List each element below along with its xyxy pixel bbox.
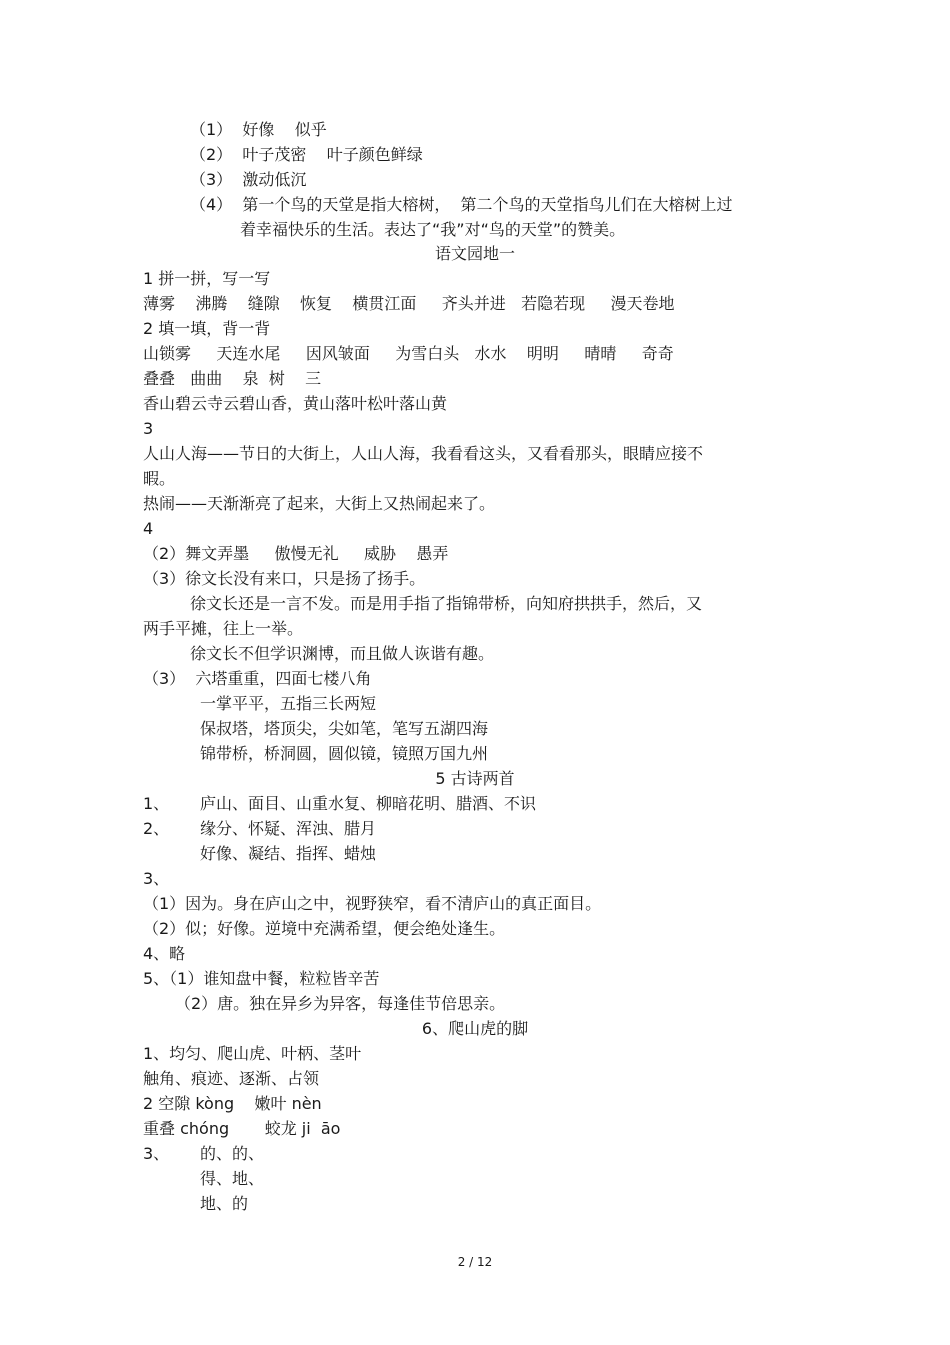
answer-line: （3） 激动低沉 — [190, 170, 307, 189]
answer-line: 徐文长还是一言不发。而是用手指了指锦带桥，向知府拱拱手，然后，又 — [190, 594, 703, 613]
section-heading: 语文园地一 — [434, 244, 515, 263]
answer-number: 3、 — [143, 869, 170, 888]
answer-line: 3 — [143, 419, 154, 438]
answer-line: 香山碧云寺云碧山香，黄山落叶松叶落山黄 — [143, 394, 448, 413]
answer-line: 得、地、 — [200, 1169, 265, 1188]
answer-line: 4 — [143, 519, 154, 538]
answer-line: 5、（1）谁知盘中餐，粒粒皆辛苦 — [143, 969, 380, 988]
answer-line: 1 拼一拼，写一写 — [143, 269, 271, 288]
section-heading: 5 古诗两首 — [435, 769, 515, 788]
answer-line: 好像、凝结、指挥、蜡烛 — [200, 844, 377, 863]
answer-line: （2）似；好像。逆境中充满希望，便会绝处逢生。 — [143, 919, 506, 938]
answer-line: （3）徐文长没有来口，只是扬了扬手。 — [143, 569, 426, 588]
answer-line: 一掌平平，五指三长两短 — [200, 694, 377, 713]
answer-line: 缘分、怀疑、浑浊、腊月 — [200, 819, 377, 838]
answer-line: 2 空隙 kòng 嫩叶 nèn — [143, 1094, 322, 1113]
answer-line: 2 填一填，背一背 — [143, 319, 271, 338]
answer-number: 1、 — [143, 794, 170, 813]
answer-number: 2、 — [143, 819, 170, 838]
answer-line: 庐山、面目、山重水复、柳暗花明、腊酒、不识 — [200, 794, 537, 813]
answer-line: 两手平摊，往上一举。 — [143, 619, 304, 638]
answer-line: 徐文长不但学识渊博，而且做人诙谐有趣。 — [190, 644, 495, 663]
answer-line: 人山人海——节日的大街上，人山人海，我看看这头，又看看那头，眼睛应接不 — [143, 444, 704, 463]
answer-line: 地、的 — [200, 1194, 249, 1213]
section-heading: 6、爬山虎的脚 — [421, 1019, 529, 1038]
answer-line: （2）舞文弄墨 傲慢无礼 威胁 愚弄 — [143, 544, 449, 563]
answer-line: 4、略 — [143, 944, 186, 963]
answer-line: 重叠 chóng 蛟龙 ji āo — [143, 1119, 341, 1138]
answer-line: （1） 好像 似乎 — [190, 120, 327, 139]
answer-line: 锦带桥，桥洞圆，圆似镜，镜照万国九州 — [200, 744, 489, 763]
answer-line: 山锁雾 天连水尾 因风皱面 为雪白头 水水 明明 晴晴 奇奇 — [143, 344, 674, 363]
answer-line: 的、的、 — [200, 1144, 265, 1163]
answer-line: （2）唐。独在异乡为异客，每逢佳节倍思亲。 — [175, 994, 506, 1013]
page-number: 2 / 12 — [457, 1255, 493, 1269]
answer-line: 暇。 — [143, 469, 176, 488]
answer-line: 薄雾 沸腾 缝隙 恢复 横贯江面 齐头并进 若隐若现 漫天卷地 — [143, 294, 675, 313]
answer-line: （3） 六塔重重，四面七楼八角 — [143, 669, 372, 688]
answer-line: 1、均匀、爬山虎、叶柄、茎叶 — [143, 1044, 362, 1063]
answer-line: （1）因为。身在庐山之中，视野狭窄，看不清庐山的真正面目。 — [143, 894, 602, 913]
answer-line: 触角、痕迹、逐渐、占领 — [143, 1069, 320, 1088]
answer-number: 3、 — [143, 1144, 170, 1163]
answer-line: （2） 叶子茂密 叶子颜色鲜绿 — [190, 145, 423, 164]
answer-line: 保叔塔，塔顶尖，尖如笔，笔写五湖四海 — [200, 719, 489, 738]
answer-line: 热闹——天渐渐亮了起来，大街上又热闹起来了。 — [143, 494, 496, 513]
answer-line: 着幸福快乐的生活。表达了“我”对“鸟的天堂”的赞美。 — [240, 220, 626, 239]
answer-line: 叠叠 曲曲 泉 树 三 — [143, 369, 322, 388]
answer-line: （4） 第一个鸟的天堂是指大榕树， 第二个鸟的天堂指鸟儿们在大榕树上过 — [190, 195, 733, 214]
